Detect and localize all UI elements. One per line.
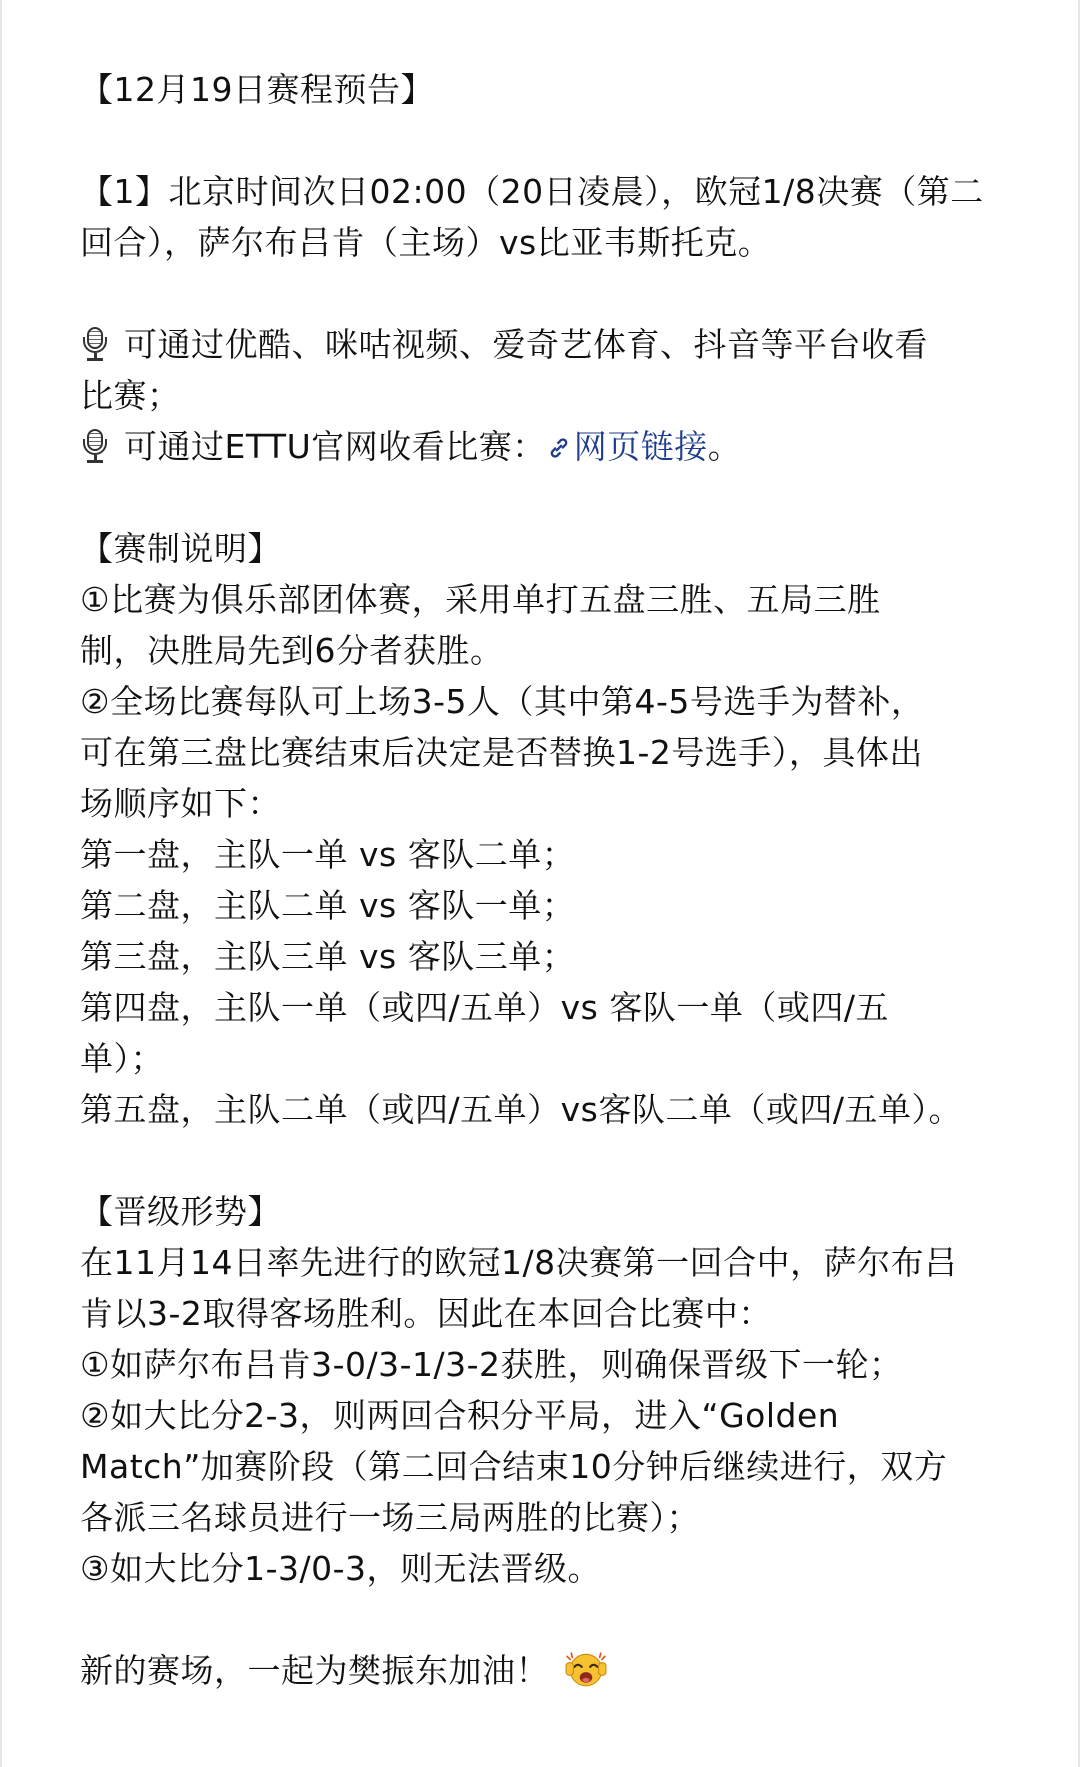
advancement-heading: 【晋级形势】	[80, 1192, 281, 1231]
rules-line: 可在第三盘比赛结束后决定是否替换1-2号选手），具体出	[80, 733, 923, 772]
advancement-line: 在11月14日率先进行的欧冠1/8决赛第一回合中，萨尔布吕	[80, 1243, 958, 1282]
spacer	[80, 1594, 1020, 1645]
broadcast-web-line	[80, 421, 1020, 472]
advancement-line: 各派三名球员进行一场三局两胜的比赛）；	[80, 1498, 700, 1537]
rules-line: 第四盘，主队一单（或四/五单）vs 客队一单（或四/五	[80, 988, 889, 1027]
rules-line: ①比赛为俱乐部团体赛，采用单打五盘三胜、五局三胜	[80, 580, 881, 619]
advancement-line: ①如萨尔布吕肯3-0/3-1/3-2获胜，则确保晋级下一轮；	[80, 1345, 903, 1384]
advancement-line: ③如大比分1-3/0-3，则无法晋级。	[80, 1549, 601, 1588]
rules-line: 单）；	[80, 1039, 164, 1078]
rules-line: 第三盘，主队三单 vs 客队三单；	[80, 937, 576, 976]
spacer	[80, 472, 1020, 523]
broadcast-web-suffix: 。	[707, 427, 742, 466]
closing-text: 新的赛场，一起为樊振东加油！	[80, 1651, 549, 1690]
broadcast-tv-line-2: 比赛；	[80, 376, 181, 415]
spacer	[80, 1135, 1020, 1186]
broadcast-web-text: 可通过ETTU官网收看比赛：	[124, 427, 546, 466]
advancement-line: Match”加赛阶段（第二回合结束10分钟后继续进行，双方	[80, 1447, 948, 1486]
rules-line: 第二盘，主队二单 vs 客队一单；	[80, 886, 576, 925]
link-icon	[546, 435, 572, 461]
spacer	[80, 115, 1020, 166]
rules-line: ②全场比赛每队可上场3-5人（其中第4-5号选手为替补，	[80, 682, 925, 721]
post-title: 【12月19日赛程预告】	[80, 70, 434, 109]
post-content	[80, 64, 1020, 1696]
rules-line: 场顺序如下：	[80, 784, 281, 823]
match-info-line-1: 【1】北京时间次日02:00（20日凌晨），欧冠1/8决赛（第二	[80, 172, 984, 211]
cheering-face-emoji	[565, 1648, 607, 1690]
advancement-line: 肯以3-2取得客场胜利。因此在本回合比赛中：	[80, 1294, 772, 1333]
microphone-icon	[80, 325, 110, 363]
web-link-text[interactable]: 网页链接	[573, 427, 708, 466]
advancement-line: ②如大比分2-3，则两回合积分平局，进入“Golden	[80, 1396, 840, 1435]
advancement-list	[80, 1237, 1020, 1594]
broadcast-tv-text: 可通过优酷、咪咕视频、爱奇艺体育、抖音等平台收看	[124, 325, 928, 364]
microphone-icon	[80, 427, 110, 465]
web-link[interactable]	[546, 427, 708, 466]
rules-line: 制，决胜局先到6分者获胜。	[80, 631, 504, 670]
closing-line	[80, 1645, 1020, 1696]
rules-line: 第五盘，主队二单（或四/五单）vs客队二单（或四/五单）。	[80, 1090, 962, 1129]
broadcast-tv-line	[80, 319, 1020, 370]
rules-line: 第一盘，主队一单 vs 客队二单；	[80, 835, 576, 874]
match-info-line-2: 回合），萨尔布吕肯（主场）vs比亚韦斯托克。	[80, 223, 772, 262]
spacer	[80, 268, 1020, 319]
rules-list	[80, 574, 1020, 1135]
rules-heading: 【赛制说明】	[80, 529, 281, 568]
